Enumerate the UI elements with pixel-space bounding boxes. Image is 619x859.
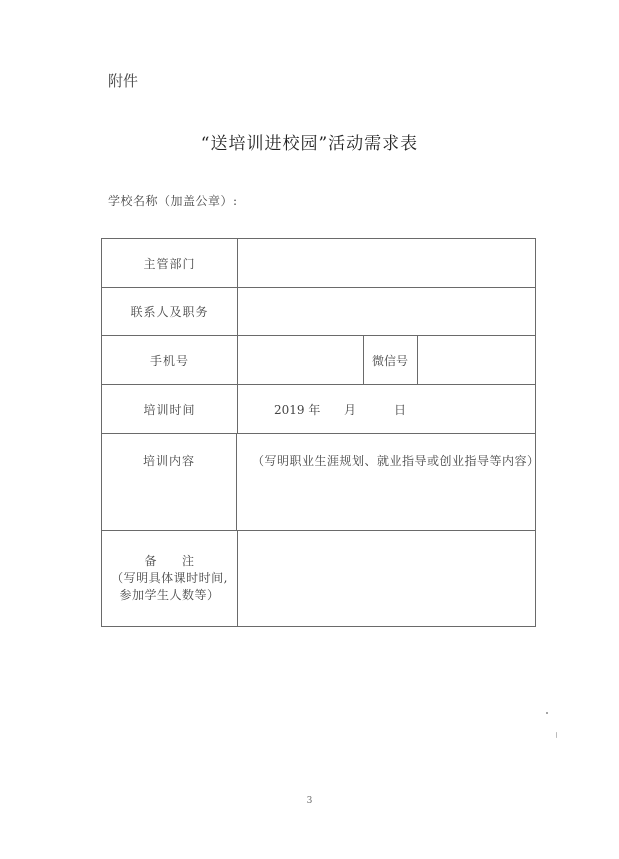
row-remarks bbox=[102, 531, 535, 626]
row-training-content bbox=[102, 434, 540, 531]
remarks-label-cell bbox=[102, 531, 238, 626]
row-training-time bbox=[102, 385, 535, 434]
attachment-label: 附件 bbox=[108, 72, 139, 90]
date-month: 月 bbox=[344, 402, 357, 417]
date-day: 日 bbox=[394, 402, 407, 417]
row-contact bbox=[102, 288, 535, 336]
scan-speck bbox=[556, 732, 557, 738]
remarks-note-line1: （写明具体课时时间, bbox=[111, 571, 228, 585]
department-field[interactable] bbox=[238, 239, 535, 287]
training-content-note: （写明职业生涯规划、就业指导或创业指导等内容） bbox=[252, 454, 540, 468]
training-content-label: 培训内容 bbox=[102, 434, 237, 530]
school-name-label: 学校名称（加盖公章）: bbox=[108, 194, 238, 208]
page-number: 3 bbox=[306, 796, 313, 806]
phone-label: 手机号 bbox=[102, 336, 238, 384]
remarks-field[interactable] bbox=[238, 531, 535, 626]
department-label: 主管部门 bbox=[102, 239, 238, 287]
row-department bbox=[102, 239, 535, 288]
scan-speck bbox=[546, 712, 548, 714]
remarks-note-line2: 参加学生人数等） bbox=[119, 588, 220, 602]
contact-label: 联系人及职务 bbox=[102, 288, 238, 335]
wechat-label: 微信号 bbox=[371, 353, 408, 368]
contact-field[interactable] bbox=[238, 288, 535, 335]
row-phone bbox=[102, 336, 535, 385]
phone-field[interactable] bbox=[238, 336, 363, 384]
form-title: “送培训进校园”活动需求表 bbox=[200, 134, 419, 154]
training-time-label: 培训时间 bbox=[102, 385, 238, 433]
date-year: 2019 年 bbox=[274, 402, 321, 417]
wechat-field[interactable] bbox=[418, 336, 535, 384]
remarks-label: 备 注 bbox=[144, 554, 195, 568]
request-form-table bbox=[101, 238, 540, 627]
